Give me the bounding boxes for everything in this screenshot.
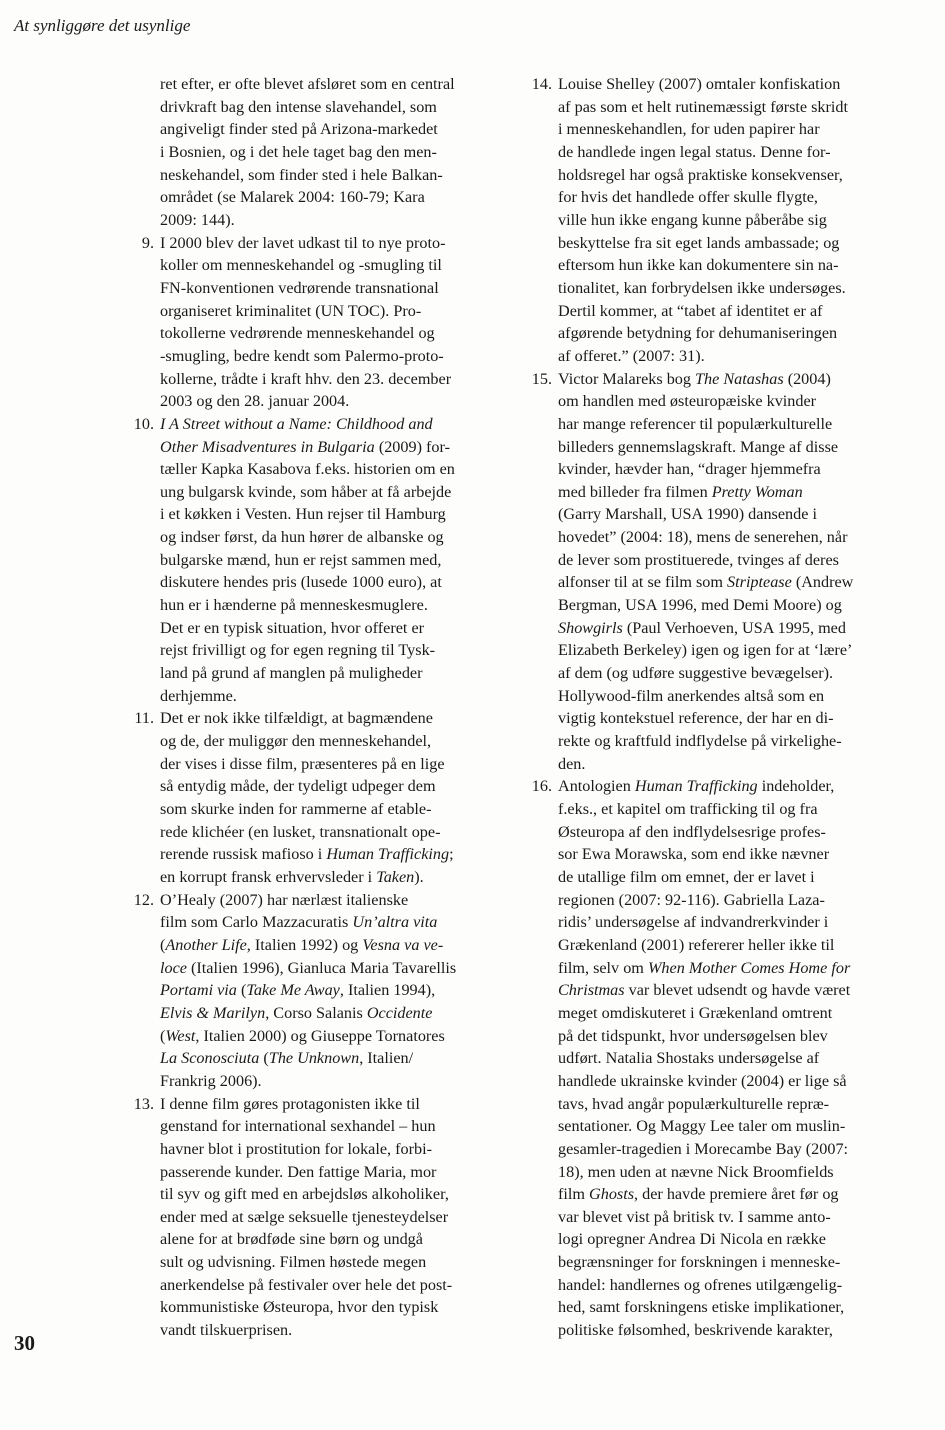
text-line: (Garry Marshall, USA 1990) dansende i — [558, 505, 817, 524]
text-line: rede klichéer (en lusket, transnationalt ope- — [160, 822, 441, 841]
note-text — [160, 413, 505, 708]
text-line: 2003 og den 28. januar 2004. — [160, 392, 350, 411]
text-line: ville hun ikke engang kunne påberåbe sig — [558, 210, 827, 229]
text-line: rerende russisk mafioso i Human Trafficking; — [160, 845, 454, 864]
text-line: i menneskehandlen, for uden papirer har — [558, 120, 820, 139]
note-text — [558, 73, 928, 368]
text-line: Louise Shelley (2007) omtaler konfiskation — [558, 75, 841, 93]
right-column — [518, 73, 928, 1342]
text-line: i et køkken i Vesten. Hun rejser til Hamburg — [160, 505, 446, 524]
text-line: land på grund af manglen på muligheder — [160, 664, 423, 683]
text-line: i Bosnien, og i det hele taget bag den men- — [160, 142, 437, 161]
text-line: Hollywood-film anerkendes altså som en — [558, 686, 825, 705]
text-line: film, selv om When Mother Comes Home for — [558, 958, 851, 977]
text-line: Elizabeth Berkeley) igen og igen for at ‘lære’ — [558, 641, 853, 660]
note-number: 15. — [531, 369, 552, 388]
note-text — [160, 889, 505, 1093]
text-line: Grækenland (2001) refererer heller ikke til — [558, 935, 835, 954]
text-line: passerende kunder. Den fattige Maria, mor — [160, 1162, 437, 1181]
text-line: film Ghosts, der havde premiere året før og — [558, 1185, 839, 1204]
text-line: Other Misadventures in Bulgaria (2009) for- — [160, 437, 450, 456]
text-line: afgørende betydning for dehumaniseringen — [558, 324, 838, 343]
text-line: logi opregner Andrea Di Nicola en række — [558, 1230, 826, 1249]
endnote-12 — [120, 889, 505, 1093]
text-line: rekte og kraftfuld indflydelse på virkelighe- — [558, 732, 842, 751]
text-line: Det er en typisk situation, hvor offeret er — [160, 618, 425, 637]
text-line: så entydig måde, der tydeligt udpeger dem — [160, 777, 436, 796]
text-line: Christmas var blevet udsendt og havde været — [558, 981, 851, 1000]
text-line: en korrupt fransk erhvervsleder i Taken). — [160, 867, 424, 886]
endnote-9 — [120, 232, 505, 413]
text-line: I A Street without a Name: Childhood and — [160, 414, 433, 433]
text-line: Elvis & Marilyn, Corso Salanis Occidente — [160, 1003, 433, 1022]
page-number: 30 — [14, 1331, 35, 1355]
note-number: 14. — [531, 75, 552, 93]
text-line: alfonser til at se film som Striptease (Andrew — [558, 573, 854, 592]
text-line: kollerne, trådte i kraft hhv. den 23. december — [160, 369, 452, 388]
text-line: bulgarske mænd, hun er rejst sammen med, — [160, 550, 442, 569]
text-line: Showgirls (Paul Verhoeven, USA 1995, med — [558, 618, 846, 637]
text-line: Portami via (Take Me Away, Italien 1994), — [160, 981, 436, 1000]
text-line: koller om menneskehandel og -smugling til — [160, 256, 442, 275]
text-line: gesamler-tragedien i Morecambe Bay (2007: — [558, 1139, 849, 1158]
text-line: beskyttelse fra sit eget lands ambassade; og — [558, 233, 840, 252]
text-line: for hvis det handlede offer skulle flygte, — [558, 188, 818, 207]
text-line: Bergman, USA 1996, med Demi Moore) og — [558, 596, 842, 615]
text-line: holdsregel har også praktiske konsekvenser, — [558, 165, 843, 184]
text-line: 2009: 144). — [160, 210, 235, 229]
text-line: om handlen med østeuropæiske kvinder — [558, 392, 817, 411]
text-line: vandt tilskuerprisen. — [160, 1321, 293, 1340]
text-line: udført. Natalia Shostaks undersøgelse af — [558, 1049, 820, 1068]
text-line: området (se Malarek 2004: 160-79; Kara — [160, 188, 425, 207]
text-line: -smugling, bedre kendt som Palermo-proto- — [160, 346, 444, 365]
text-line: på det tidspunkt, hvor undersøgelsen blev — [558, 1026, 828, 1045]
text-line: angiveligt finder sted på Arizona-markedet — [160, 120, 438, 139]
text-line: den. — [558, 754, 586, 773]
text-line: organiseret kriminalitet (UN TOC). Pro- — [160, 301, 422, 320]
endnote-15 — [518, 368, 928, 776]
text-line: har mange referencer til populærkulturelle — [558, 414, 833, 433]
note-number: 11. — [134, 709, 154, 728]
endnote-11 — [120, 707, 505, 888]
text-line: kommunistiske Østeuropa, hvor den typisk — [160, 1298, 439, 1317]
text-line: sult og udvisning. Filmen høstede megen — [160, 1253, 427, 1272]
text-line: derhjemme. — [160, 686, 237, 705]
text-line: sor Ewa Morawska, som end ikke nævner — [558, 845, 830, 864]
text-line: havner blot i prostitution for lokale, forbi- — [160, 1139, 432, 1158]
text-line: regionen (2007: 92-116). Gabriella Laza- — [558, 890, 825, 909]
text-line: neskehandel, som finder sted i hele Balkan- — [160, 165, 443, 184]
text-line: Østeuropa af den indflydelsesrige profes- — [558, 822, 826, 841]
note-number: 16. — [531, 777, 552, 796]
text-line: genstand for international sexhandel – hun — [160, 1117, 436, 1136]
text-line: sentationer. Og Maggy Lee taler om muslin- — [558, 1117, 846, 1136]
text-line: var blevet vist på britisk tv. I samme anto- — [558, 1207, 831, 1226]
text-line: ret efter, er ofte blevet afsløret som en central — [160, 75, 455, 93]
note-text — [558, 775, 928, 1341]
text-line: f.eks., et kapitel om trafficking til og fra — [558, 800, 818, 818]
text-line: 18), men uden at nævne Nick Broomfields — [558, 1162, 834, 1181]
endnote-16 — [518, 775, 928, 1341]
text-line: O’Healy (2007) har nærlæst italienske — [160, 890, 409, 909]
text-line: eftersom hun ikke kan dokumentere sin na- — [558, 256, 839, 275]
endnote-10 — [120, 413, 505, 708]
text-line: hun er i hænderne på menneskesmuglere. — [160, 596, 428, 615]
text-line: ender med at sælge seksuelle tjenesteydelser — [160, 1207, 449, 1226]
text-line: politiske følsomhed, beskrivende karakter, — [558, 1321, 833, 1340]
text-line: anerkendelse på festivaler over hele det post- — [160, 1275, 453, 1294]
note-number: 9. — [141, 233, 154, 252]
note-text — [558, 368, 928, 776]
note-text — [160, 232, 505, 413]
text-line: (West, Italien 2000) og Giuseppe Tornatores — [160, 1026, 445, 1045]
text-line: meget omdiskuteret i Grækenland omtrent — [558, 1003, 833, 1022]
text-line: rejst frivilligt og for egen regning til Tysk- — [160, 641, 436, 660]
text-line: til syv og gift med en arbejdsløs alkoholiker, — [160, 1185, 449, 1204]
text-line: handel: handlernes og ofrenes utilgængelig- — [558, 1275, 843, 1294]
text-line: loce (Italien 1996), Gianluca Maria Tavarellis — [160, 958, 457, 977]
text-line: billeders gennemslagskraft. Mange af disse — [558, 437, 839, 456]
text-line: som skurke inden for rammerne af etable- — [160, 800, 432, 818]
text-line: hed, samt forskningens etiske implikationer, — [558, 1298, 845, 1317]
text-line: La Sconosciuta (The Unknown, Italien/ — [160, 1049, 414, 1068]
note-number: 10. — [133, 414, 154, 433]
text-line: af dem (og udføre suggestive bevægelser). — [558, 664, 834, 683]
text-line: Victor Malareks bog The Natashas (2004) — [558, 369, 831, 388]
text-line: I 2000 blev der lavet udkast til to nye proto- — [160, 233, 446, 252]
text-line: med billeder fra filmen Pretty Woman — [558, 482, 803, 501]
note-text — [160, 707, 505, 888]
text-line: film som Carlo Mazzacuratis Un’altra vita — [160, 913, 438, 932]
text-line: begrænsninger for forskningen i menneske- — [558, 1253, 841, 1272]
note-number: 13. — [133, 1094, 154, 1113]
text-line: ung bulgarsk kvinde, som håber at få arbejde — [160, 482, 452, 501]
text-line: Antologien Human Trafficking indeholder, — [558, 777, 835, 796]
text-line: tæller Kapka Kasabova f.eks. historien om en — [160, 460, 455, 479]
text-line: I denne film gøres protagonisten ikke til — [160, 1094, 420, 1113]
text-line: kvinder, hævder han, “drager hjemmefra — [558, 460, 821, 479]
note-text — [160, 1093, 505, 1342]
text-line: drivkraft bag den intense slavehandel, som — [160, 97, 437, 116]
text-line: vigtig kontekstuel reference, der har en di- — [558, 709, 834, 728]
running-head: At synliggøre det usynlige — [14, 16, 191, 35]
text-line: hovedet” (2004: 18), mens de senerehen, når — [558, 528, 848, 547]
note-number: 12. — [133, 890, 154, 909]
text-line: Frankrig 2006). — [160, 1071, 262, 1090]
text-line: tokollerne vedrørende menneskehandel og — [160, 324, 435, 343]
text-line: handlede ukrainske kvinder (2004) er lige så — [558, 1071, 847, 1090]
text-line: tavs, hvad angår populærkulturelle repræ- — [558, 1094, 830, 1113]
text-line: ridis’ undersøgelse af indvandrerkvinder i — [558, 913, 829, 932]
text-line: af offeret.” (2007: 31). — [558, 346, 705, 365]
text-line: (Another Life, Italien 1992) og Vesna va ve- — [160, 935, 444, 954]
text-line: Dertil kommer, at “tabet af identitet er af — [558, 301, 823, 320]
continuation-paragraph — [120, 73, 505, 232]
text-line: tionalitet, kan forbrydelsen ikke undersøges. — [558, 278, 846, 297]
text-line: af pas som et helt rutinemæssigt første skridt — [558, 97, 848, 116]
text-line: alene for at brødføde sine børn og undgå — [160, 1230, 423, 1249]
text-line: de utallige film om emnet, der er lavet i — [558, 867, 815, 886]
text-line: de handlede ingen legal status. Denne for- — [558, 142, 831, 161]
text-line: diskutere hendes pris (lusede 1000 euro), at — [160, 573, 442, 592]
text-line: og de, der muliggør den menneskehandel, — [160, 732, 432, 751]
text-line: FN-konventionen vedrørende transnational — [160, 278, 439, 297]
endnote-13 — [120, 1093, 505, 1342]
text-line: der vises i disse film, præsenteres på en lige — [160, 754, 445, 773]
left-column — [120, 73, 505, 1342]
text-line: Det er nok ikke tilfældigt, at bagmændene — [160, 709, 433, 728]
text-line: og indser først, da hun hører de albanske og — [160, 528, 444, 547]
text-line: de lever som prostituerede, tvinges af deres — [558, 550, 839, 569]
endnote-14 — [518, 73, 928, 368]
